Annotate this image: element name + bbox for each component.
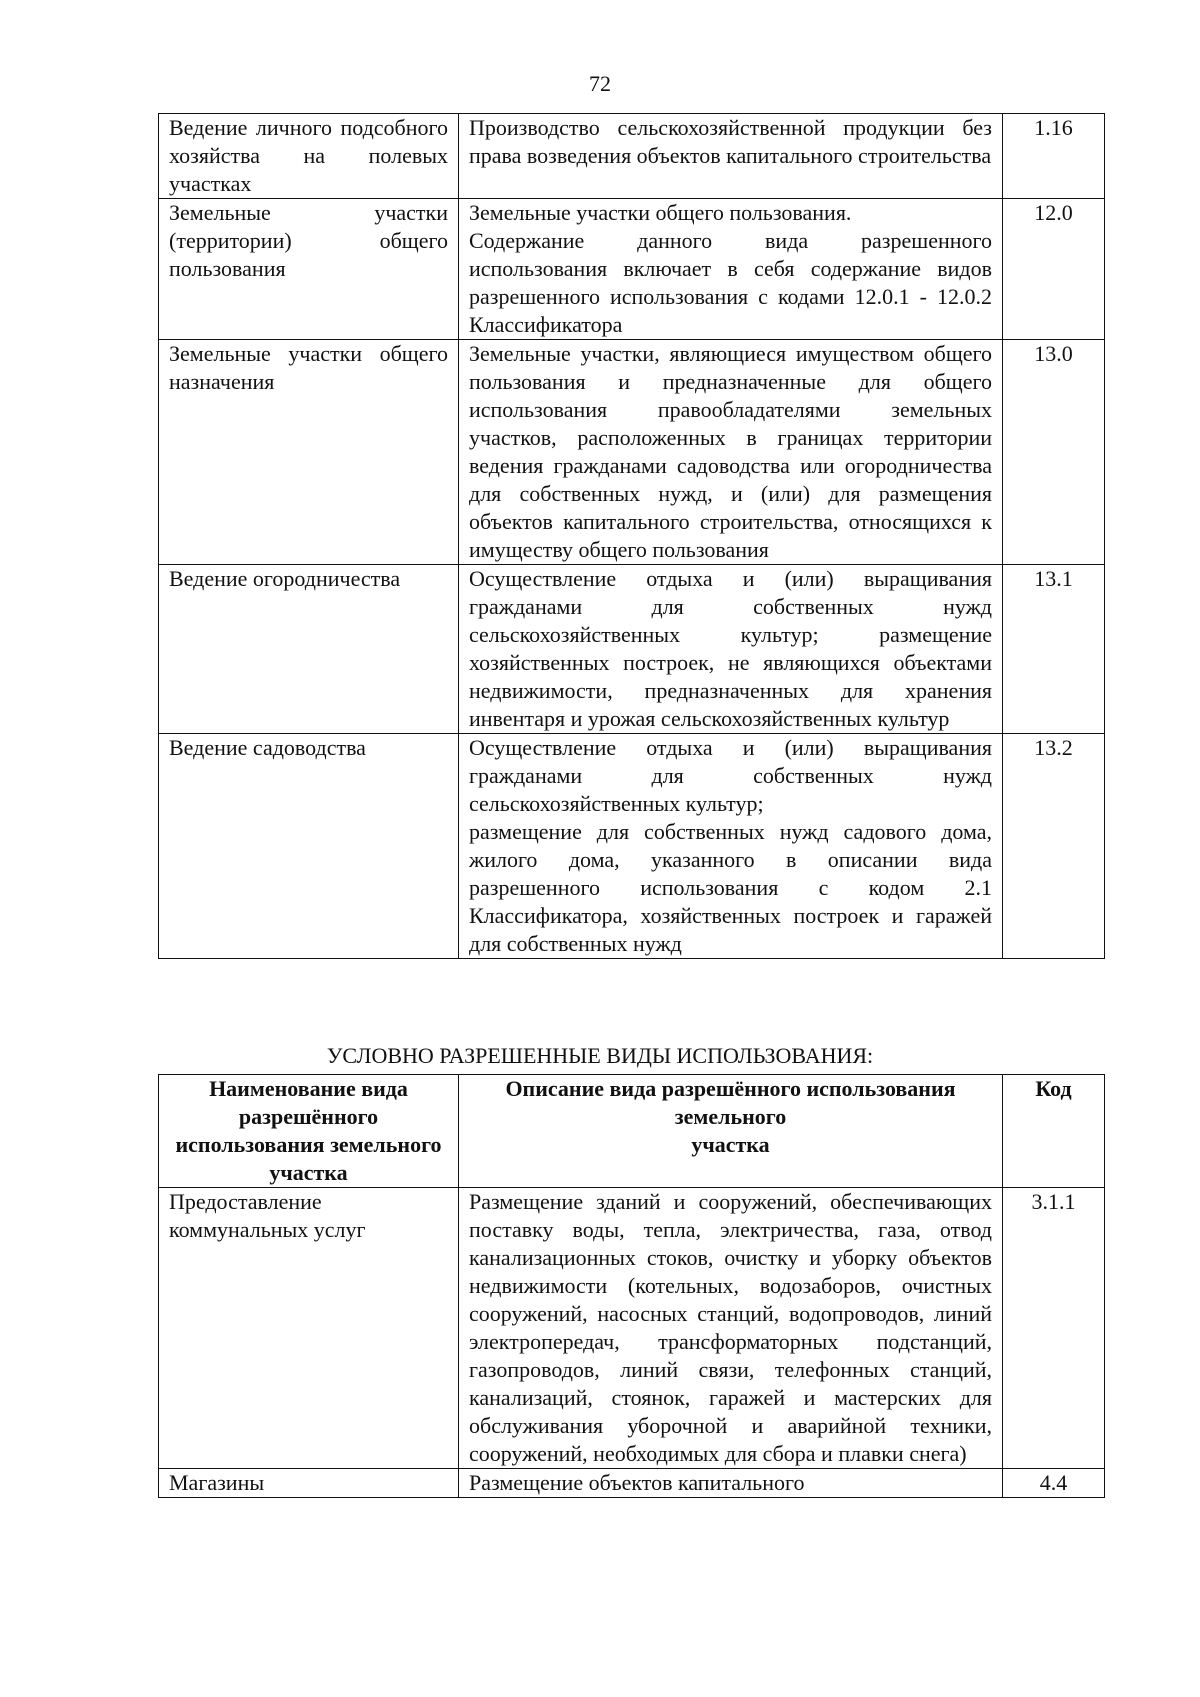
table-row (159, 114, 1105, 199)
use-code-cell: 13.2 (1003, 734, 1105, 959)
use-name-cell: Земельные участки (территории) общего пользования (159, 199, 459, 340)
page-number: 72 (589, 71, 611, 96)
table-row (159, 199, 1105, 340)
table-row (159, 1469, 1105, 1498)
column-header-description: Описание вида разрешённого использования земельного участка (459, 1075, 1003, 1188)
use-code-cell: 12.0 (1003, 199, 1105, 340)
table-row (159, 565, 1105, 734)
use-name-cell: Ведение огородничества (159, 565, 459, 734)
permitted-uses-table (158, 113, 1105, 959)
use-name-cell: Ведение садоводства (159, 734, 459, 959)
use-name-cell: Магазины (159, 1469, 459, 1498)
use-name-cell: Земельные участки общего назначения (159, 340, 459, 565)
use-description-cell: Земельные участки, являющиеся имуществом общего пользования и предназначенные для общего использования правообладателями земельных участков, расположенных в границах территории ведения гражданами садоводства или огородничества для собственных нужд, и (или) для размещения объектов капитального строительства, относящихся к имуществу общего пользования (459, 340, 1003, 565)
use-description-cell: Размещение зданий и сооружений, обеспечивающих поставку воды, тепла, электричества, газа, отвод канализационных стоков, очистку и уборку объектов недвижимости (котельных, водозаборов, очистных сооружений, насосных станций, водопроводов, линий электропередач, трансформаторных подстанций, газопроводов, линий связи, телефонных станций, канализаций, стоянок, гаражей и мастерских для обслуживания уборочной и аварийной техники, сооружений, необходимых для сбора и плавки снега) (459, 1188, 1003, 1469)
column-header-code: Код (1003, 1075, 1105, 1188)
section-title: УСЛОВНО РАЗРЕШЕННЫЕ ВИДЫ ИСПОЛЬЗОВАНИЯ: (326, 1043, 874, 1068)
conditional-uses-table (158, 1074, 1105, 1498)
table-row (159, 1188, 1105, 1469)
table-row (159, 734, 1105, 959)
table-row (159, 340, 1105, 565)
use-code-cell: 4.4 (1003, 1469, 1105, 1498)
column-header-name: Наименование вида разрешённого использования земельного участка (159, 1075, 459, 1188)
use-name-cell: Предоставление коммунальных услуг (159, 1188, 459, 1469)
use-code-cell: 1.16 (1003, 114, 1105, 199)
use-description-cell: Производство сельскохозяйственной продукции без права возведения объектов капитального строительства (459, 114, 1003, 199)
use-description-cell: Осуществление отдыха и (или) выращивания гражданами для собственных нужд сельскохозяйственных культур; размещение хозяйственных построек, не являющихся объектами недвижимости, предназначенных для хранения инвентаря и урожая сельскохозяйственных культур (459, 565, 1003, 734)
use-description-cell: Размещение объектов капитального (459, 1469, 1003, 1498)
use-code-cell: 3.1.1 (1003, 1188, 1105, 1469)
table-header-row (159, 1075, 1105, 1188)
use-code-cell: 13.0 (1003, 340, 1105, 565)
use-description-cell: Земельные участки общего пользования. Содержание данного вида разрешенного использования включает в себя содержание видов разрешенного использования с кодами 12.0.1 - 12.0.2 Классификатора (459, 199, 1003, 340)
use-name-cell: Ведение личного подсобного хозяйства на полевых участках (159, 114, 459, 199)
use-description-cell: Осуществление отдыха и (или) выращивания гражданами для собственных нужд сельскохозяйственных культур; размещение для собственных нужд садового дома, жилого дома, указанного в описании вида разрешенного использования с кодом 2.1 Классификатора, хозяйственных построек и гаражей для собственных нужд (459, 734, 1003, 959)
use-code-cell: 13.1 (1003, 565, 1105, 734)
